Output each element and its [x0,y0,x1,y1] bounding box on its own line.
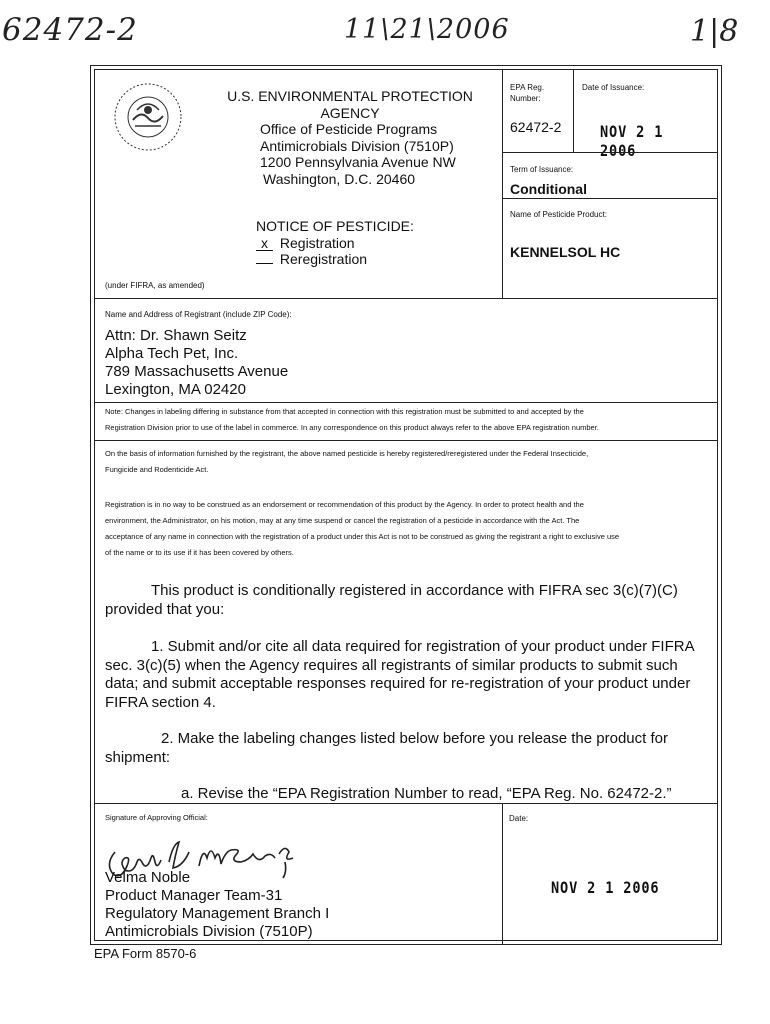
epa-reg-label-line1: EPA Reg. [510,83,545,92]
header-column-divider [502,70,503,298]
product-name: KENNELSOL HC [510,244,621,260]
fifra-note: (under FIFRA, as amended) [105,281,205,290]
labeling-note [105,404,599,436]
registrant-street: 789 Massachusetts Avenue [105,363,289,380]
term-value: Conditional [510,181,587,197]
registrant-divider [95,298,717,299]
reregistration-option [256,251,414,268]
condition-item-1-line3: data; and submit acceptable responses required for re-registration of your product under [105,675,691,692]
condition-item-1-line1: 1. Submit and/or cite all data required for registration of your product under FIFRA [151,638,695,655]
signatory-title-1: Product Manager Team-31 [105,887,283,904]
reg-date-divider [573,70,574,152]
notice-of-pesticide [256,218,414,268]
epa-reg-label-line2: Number: [510,94,541,103]
registrant-attn: Attn: Dr. Shawn Seitz [105,327,247,344]
basis-statement [105,446,588,478]
basis-divider [95,440,717,441]
notice-title: NOTICE OF PESTICIDE: [256,218,414,234]
agency-street: 1200 Pennsylvania Avenue NW [260,154,456,170]
signature-date-stamp: NOV 2 1 2006 [551,878,660,897]
registration-checkbox: x [256,236,273,251]
condition-item-2-line2: shipment: [105,748,171,766]
condition-item-1-line4: FIFRA section 4. [105,693,216,711]
labeling-note-line2: Registration Division prior to use of the label in commerce. In any correspondence on this product always refer to the above EPA registration number. [105,423,599,432]
agency-division: Antimicrobials Division (7510P) [260,137,454,154]
disclaimer-line3: acceptance of any name in connection with the registration of a product under this Act is not to be construed as giving the registrant a right to exclusive use [105,532,620,541]
agency-city: Washington, D.C. 20460 [263,170,416,187]
conditions [105,582,710,619]
reregistration-label: Reregistration [279,251,368,267]
reregistration-checkbox [256,263,273,264]
condition-item-2a: a. Revise the “EPA Registration Number to read, “EPA Reg. No. 62472-2.” [181,785,672,802]
disclaimer-line2: environment, the Administrator, on his motion, may at any time suspend or cancel the registration of a pesticide in accordance with the Act. The [105,516,580,525]
issuance-date-label: Date of Issuance: [582,83,645,92]
basis-line1: On the basis of information furnished by the registrant, the above named pesticide is hereby registered/reregistered under the Federal Insecticide, [105,449,589,458]
handwritten-file-number: 62472-2 [2,12,138,48]
epa-reg-label [510,82,544,104]
agency-title [225,88,475,121]
labeling-note-line1: Note: Changes in labeling differing in substance from that accepted in connection with this registration must be submitted to and accepted by the [105,407,584,416]
registrant-city: Lexington, MA 02420 [105,381,246,398]
handwritten-date: 11\21\2006 [344,14,510,45]
agency-name-line2: AGENCY [320,104,380,121]
term-divider [502,152,717,153]
disclaimer-line4: of the name or to its use if it has been covered by others. [105,548,294,557]
signature-date-label: Date: [509,814,529,823]
registrant-company: Alpha Tech Pet, Inc. [105,345,239,362]
form-number: EPA Form 8570-6 [94,946,197,961]
condition-item-1 [105,638,710,712]
signatory-title-2: Regulatory Management Branch I [105,905,330,922]
signatory [105,869,329,941]
note-divider [95,402,717,403]
signature-divider [95,803,717,804]
registrant-address [105,327,288,399]
registration-label: Registration [279,234,355,251]
form-inner-border [94,69,718,941]
epa-registration-form [90,65,722,945]
conditions-intro-line1: This product is conditionally registered in accordance with FIFRA sec 3(c)(7)(C) [151,582,678,599]
signature-date-divider [502,803,503,944]
signature-label: Signature of Approving Official: [105,813,208,822]
basis-line2: Fungicide and Rodenticide Act. [105,465,209,474]
handwritten-page-count: 1|8 [690,14,739,49]
signatory-name: Velma Noble [105,869,191,886]
term-label: Term of Issuance: [510,165,574,174]
agency-office: Office of Pesticide Programs [260,121,438,137]
conditions-intro-line2: provided that you: [105,600,225,618]
registration-option [256,235,414,252]
issuance-date-stamp: NOV 2 1 2006 [600,122,664,160]
epa-seal-icon [111,80,185,154]
registrant-label: Name and Address of Registrant (include ZIP Code): [105,310,292,319]
condition-item-2 [105,730,710,767]
disclaimer-line1: Registration is in no way to be construed as an endorsement or recommendation of this product by the Agency. In order to protect health and the [105,500,584,509]
product-divider [502,198,717,199]
condition-item-2-line1: 2. Make the labeling changes listed below before you release the product for [161,730,668,747]
disclaimer [105,497,619,561]
condition-item-1-line2: sec. 3(c)(5) when the Agency requires all registrants of similar products to submit such [105,656,678,674]
product-label: Name of Pesticide Product: [510,210,607,219]
agency-name-line1: U.S. ENVIRONMENTAL PROTECTION [227,88,473,104]
signatory-title-3: Antimicrobials Division (7510P) [105,923,313,940]
agency-address [260,121,456,187]
epa-reg-number: 62472-2 [510,119,562,135]
